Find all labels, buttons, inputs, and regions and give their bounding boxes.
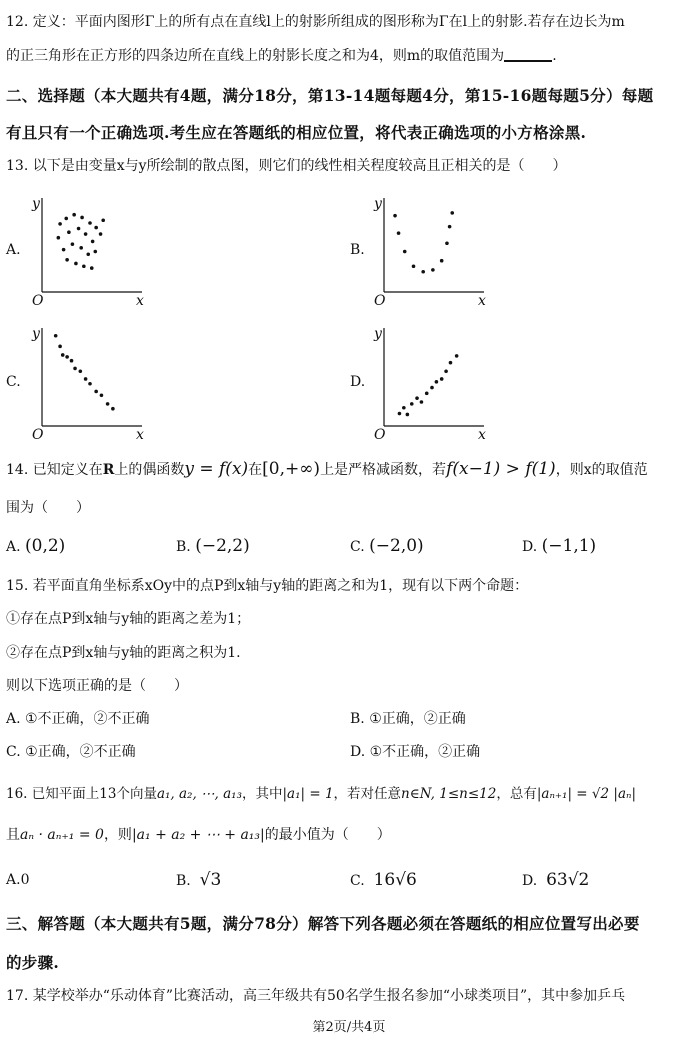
scatter-point [99,232,103,236]
q14-text-a: 14. 已知定义在 [6,462,103,478]
q14-option-c-label: C. [350,539,365,555]
q15-stem: 15. 若平面直角坐标系xOy中的点P到x轴与y轴的距离之和为1，现有以下两个命题： [6,578,529,594]
q15-option-b: B. ①正确，②正确 [350,711,466,727]
q16-condition-2: n∈N, 1≤n≤12 [401,786,497,802]
scatter-point [450,211,454,215]
scatter-plot-c [30,324,150,443]
q16-text-c: ，若对任意 [333,786,402,802]
scatter-point [67,230,71,234]
scatter-point [84,232,88,236]
y-axis-label: y [32,196,40,212]
scatter-point [444,369,448,373]
q16-option-c-label: C. [350,873,365,889]
scatter-point [449,361,453,365]
q16-condition-1: |a₁| = 1 [282,786,334,802]
scatter-point [84,377,88,381]
scatter-point [445,241,449,245]
scatter-point [393,214,397,218]
scatter-plot-b [372,194,492,309]
q13-option-c-label: C. [6,374,21,390]
scatter-point [77,227,81,231]
scatter-point [101,218,105,222]
scatter-point [65,355,69,359]
origin-label: O [374,427,386,443]
q13-option-a-label: A. [6,242,21,258]
page-footer: 第2页/共4页 [312,1020,386,1035]
scatter-point [73,367,77,371]
q16-option-a [6,870,29,890]
scatter-point [94,226,98,230]
q14-text-d: 上是严格减函数，若 [320,462,447,478]
scatter-point [71,242,75,246]
scatter-point [440,377,444,381]
q14-line1 [6,459,648,480]
x-axis-label: x [136,427,144,443]
scatter-point [62,248,66,252]
scatter-point [65,258,69,262]
scatter-point [61,353,65,357]
q16-text-a: 16. 已知平面上13个向量 [6,786,157,802]
q17-line1: 17. 某学校举办“乐动体育”比赛活动，高三年级共有50名学生报名参加“小球类项目”，其中参加乒乓 [6,988,626,1004]
q16-condition-3: |aₙ₊₁| = √2 |aₙ| [536,786,637,802]
origin-label: O [374,293,386,309]
y-axis-label: y [32,326,40,342]
scatter-plot-a [30,194,150,309]
scatter-point [82,264,86,268]
scatter-point [455,354,459,358]
scatter-point [425,392,429,396]
q14-option-a [6,536,65,557]
y-axis-label: y [374,196,382,212]
q14-inequality: f(x−1) > f(1) [446,459,556,479]
q14-option-d [522,536,596,557]
scatter-point [402,406,406,410]
scatter-point [398,412,402,416]
scatter-point [410,402,414,406]
scatter-point [72,213,76,217]
scatter-point [111,407,115,411]
q13-option-d-label: D. [350,374,366,390]
q16-text-d: ，总有 [496,786,537,802]
scatter-point [54,334,58,338]
y-axis-label: y [374,326,382,342]
q13-stem: 13. 以下是由变量x与y所绘制的散点图，则它们的线性相关程度较高且正相关的是（ ） [6,158,567,174]
scatter-point [86,252,90,256]
scatter-point [435,380,439,384]
scatter-point [88,221,92,225]
q16-option-d-label: D. [522,873,538,889]
scatter-plot-d [372,324,492,443]
section2-heading-line2: 有且只有一个正确选项.考生应在答题纸的相应位置，将代表正确选项的小方格涂黑. [6,123,587,142]
section3-heading-line1: 三、解答题（本大题共有5题，满分78分）解答下列各题必须在答题纸的相应位置写出必要 [6,914,640,933]
origin-label: O [32,293,44,309]
q16-text-b: ，其中 [242,786,283,802]
scatter-point [58,222,62,226]
q14-option-d-label: D. [522,539,538,555]
q14-text-c: 在 [248,462,263,478]
q16-text-g: 的最小值为（ ） [264,827,391,843]
q12-line2 [6,46,557,66]
scatter-point [406,413,410,417]
scatter-point [79,369,83,373]
scatter-point [430,386,434,390]
scatter-point [440,259,444,263]
section2-heading-line1: 二、选择题（本大题共有4题，满分18分，第13-14题每题4分，第15-16题每题5分）每题 [6,86,654,105]
scatter-point [79,246,83,250]
q16-option-a-value: 0 [20,872,30,888]
scatter-point [90,266,94,270]
scatter-point [64,217,68,221]
q12-line1: 12. 定义：平面内图形Γ上的所有点在直线l上的射影所组成的图形称为Γ在l上的射影.若存在边长为m [6,14,625,30]
q13-option-b-label: B. [350,242,365,258]
q14-real-set: R [102,462,115,478]
q15-option-d: D. ①不正确，②正确 [350,744,481,760]
scatter-point [415,396,419,400]
scatter-point [70,359,74,363]
q14-function: y = f(x) [184,459,249,479]
q16-option-b-value: √3 [199,870,222,890]
scatter-point [58,345,62,349]
scatter-point [421,270,425,274]
q16-line2 [6,825,391,845]
q16-option-c [350,870,417,891]
scatter-point [94,390,98,394]
q14-line2: 围为（ ） [6,500,90,516]
q16-vectors: a₁, a₂, ⋯, a₁₃ [156,786,242,802]
section3-heading-line2: 的步骤. [6,953,60,972]
scatter-point [57,236,61,240]
scatter-point [100,393,104,397]
x-axis-label: x [478,427,486,443]
q14-option-c [350,536,424,557]
x-axis-label: x [478,293,486,309]
q16-option-b-label: B. [176,873,191,889]
q14-option-a-label: A. [6,539,21,555]
scatter-point [403,250,407,254]
q16-line1 [6,784,636,804]
q12-line2-text: 的正三角形在正方形的四条边所在直线上的射影长度之和为4，则m的取值范围为 [6,48,505,64]
scatter-point [448,225,452,229]
q14-option-c-value: (−2,0) [369,536,424,556]
q16-option-d [522,870,589,891]
q14-text-b: 上的偶函数 [114,462,185,478]
scatter-point [420,400,424,404]
scatter-point [91,240,95,244]
q14-option-a-value: (0,2) [25,536,66,556]
scatter-point [397,231,401,235]
answer-blank [504,46,552,62]
q15-option-c: C. ①正确，②不正确 [6,744,136,760]
scatter-point [88,382,92,386]
q14-option-b-value: (−2,2) [195,536,250,556]
q16-condition-4: aₙ · aₙ₊₁ = 0 [20,827,104,843]
q15-proposition-2: ②存在点P到x轴与y轴的距离之积为1. [6,645,241,661]
x-axis-label: x [136,293,144,309]
scatter-point [412,264,416,268]
scatter-point [74,262,78,266]
q14-interval: [0,+∞) [262,459,321,479]
q15-proposition-1: ①存在点P到x轴与y轴的距离之差为1； [6,611,251,627]
q14-option-b-label: B. [176,539,191,555]
scatter-point [106,402,110,406]
q16-text-f: ，则 [103,827,132,843]
q14-text-e: ，则x的取值范 [555,462,648,478]
scatter-point [93,250,97,254]
q16-option-a-label: A. [6,872,21,888]
q14-option-b [176,536,250,557]
scatter-point [80,216,84,220]
q16-option-c-value: 16√6 [373,870,417,890]
q16-option-d-value: 63√2 [546,870,590,890]
q16-text-e: 且 [6,827,20,843]
scatter-point [431,268,435,272]
q16-option-b [176,870,221,891]
origin-label: O [32,427,44,443]
q12-period: . [552,48,557,64]
q16-expression: |a₁ + a₂ + ⋯ + a₁₃| [131,827,265,843]
q15-option-a: A. ①不正确，②不正确 [6,711,150,727]
q14-option-d-value: (−1,1) [541,536,597,556]
q15-ask: 则以下选项正确的是（ ） [6,678,188,694]
